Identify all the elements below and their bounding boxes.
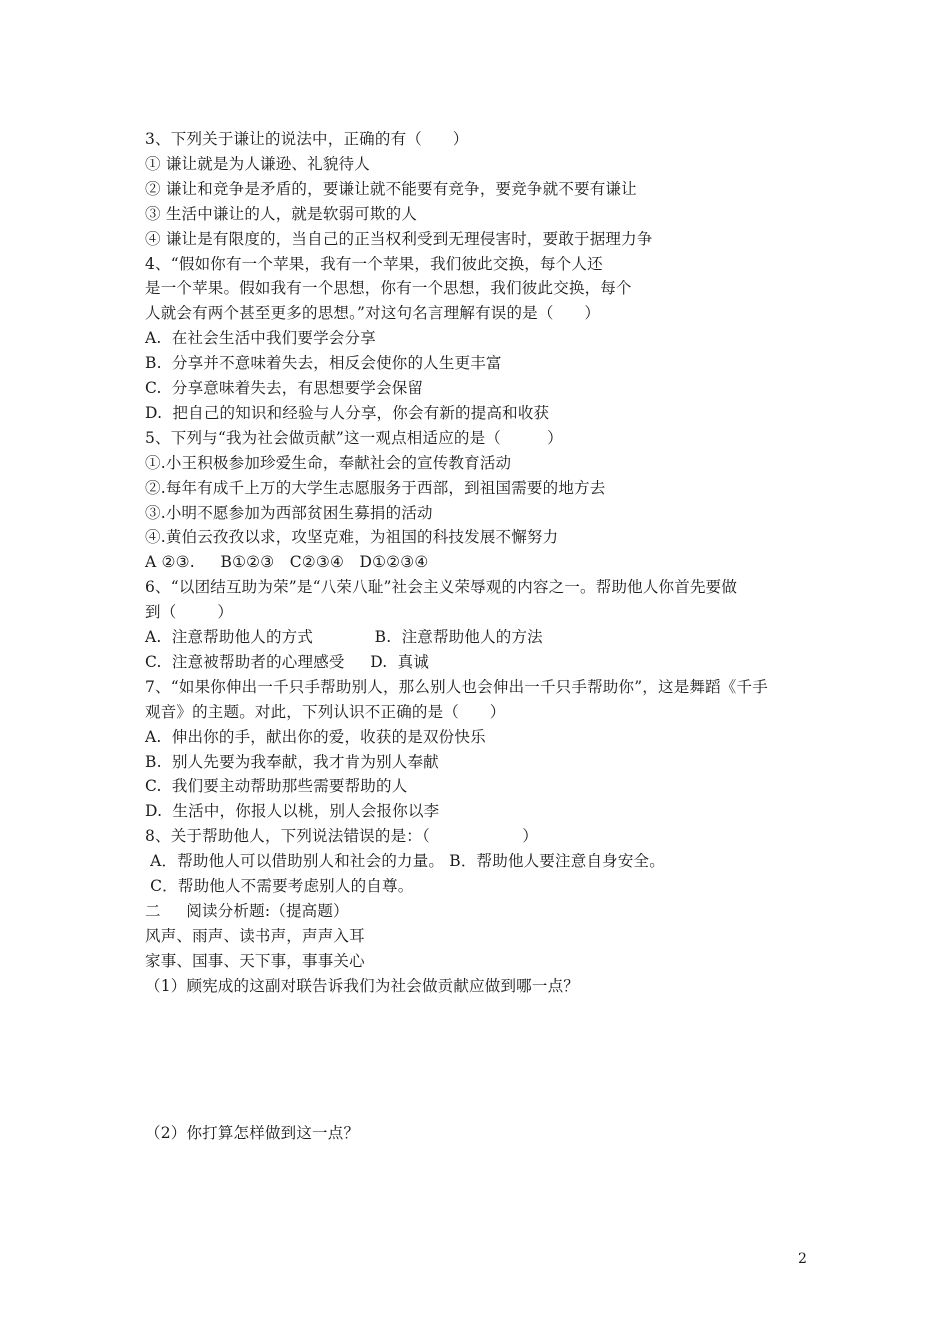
text-line: A．帮助他人可以借助别人和社会的力量。 B．帮助他人要注意自身安全。: [145, 852, 665, 871]
text-line: ① 谦让就是为人谦逊、礼貌待人: [145, 154, 370, 173]
text-line: 7、“如果你伸出一千只手帮助别人，那么别人也会伸出一千只手帮助你”，这是舞蹈《千手: [145, 677, 768, 696]
page-number: 2: [798, 1251, 807, 1267]
text-line: 观音》的主题。对此，下列认识不正确的是（ ）: [145, 702, 506, 721]
text-line: C. 分享意味着失去，有思想要学会保留: [145, 379, 424, 397]
text-line: 6、“以团结互助为荣”是“八荣八耻”社会主义荣辱观的内容之一。帮助他人你首先要做: [145, 578, 738, 597]
text-line: 3、下列关于谦让的说法中，正确的有（ ）: [145, 130, 469, 148]
text-line: ② 谦让和竞争是矛盾的，要谦让就不能要有竞争，要竞争就不要有谦让: [145, 179, 637, 198]
text-line: （1）顾宪成的这副对联告诉我们为社会做贡献应做到哪一点？: [145, 976, 579, 995]
text-line: C. 注意被帮助者的心理感受 D. 真诚: [145, 652, 430, 671]
text-line: C．帮助他人不需要考虑别人的自尊。: [145, 877, 414, 895]
question-2-prompt: （2）你打算怎样做到这一点？: [145, 1124, 360, 1142]
text-line: A ②③. B①②③ C②③④ D①②③④: [145, 553, 429, 572]
text-line: A. 在社会生活中我们要学会分享: [145, 329, 376, 348]
text-line: B. 别人先要为我奉献，我才肯为别人奉献: [145, 752, 439, 771]
text-line: 是一个苹果。假如我有一个思想，你有一个思想，我们彼此交换，每个: [145, 279, 632, 298]
text-line: ③ 生活中谦让的人，就是软弱可欺的人: [145, 204, 418, 223]
text-line: ④ 谦让是有限度的，当自己的正当权利受到无理侵害时，要敢于据理力争: [145, 229, 653, 248]
text-line: ②.每年有成千上万的大学生志愿服务于西部，到祖国需要的地方去: [145, 478, 606, 497]
text-line: ③.小明不愿参加为西部贫困生募捐的活动: [145, 503, 433, 522]
text-line: 4、“假如你有一个苹果，我有一个苹果，我们彼此交换，每个人还: [145, 254, 603, 273]
text-line: B. 分享并不意味着失去，相反会使你的人生更丰富: [145, 354, 502, 373]
text-line: 二 阅读分析题:（提高题）: [145, 901, 349, 920]
text-line: D. 生活中，你报人以桃，别人会报你以李: [145, 802, 440, 821]
text-line: A. 注意帮助他人的方式 B. 注意帮助他人的方法: [145, 628, 543, 646]
text-line: 家事、国事、天下事，事事关心: [145, 951, 365, 970]
text-line: 人就会有两个甚至更多的思想。”对这句名言理解有误的是（ ）: [145, 304, 601, 323]
text-line: D. 把自己的知识和经验与人分享，你会有新的提高和收获: [145, 403, 550, 422]
text-line: ④.黄伯云孜孜以求，攻坚克难，为祖国的科技发展不懈努力: [145, 528, 559, 547]
text-line: A. 伸出你的手，献出你的爱，收获的是双份快乐: [145, 727, 486, 746]
text-line: C. 我们要主动帮助那些需要帮助的人: [145, 777, 408, 796]
text-line: 风声、雨声、读书声，声声入耳: [145, 926, 365, 945]
text-line: ①.小王积极参加珍爱生命，奉献社会的宣传教育活动: [145, 453, 512, 472]
text-line: 5、下列与“我为社会做贡献”这一观点相适应的是（ ）: [145, 428, 563, 447]
text-line: 8、关于帮助他人，下列说法错误的是：（ ）: [145, 827, 538, 846]
text-line: 到（ ）: [145, 603, 234, 622]
